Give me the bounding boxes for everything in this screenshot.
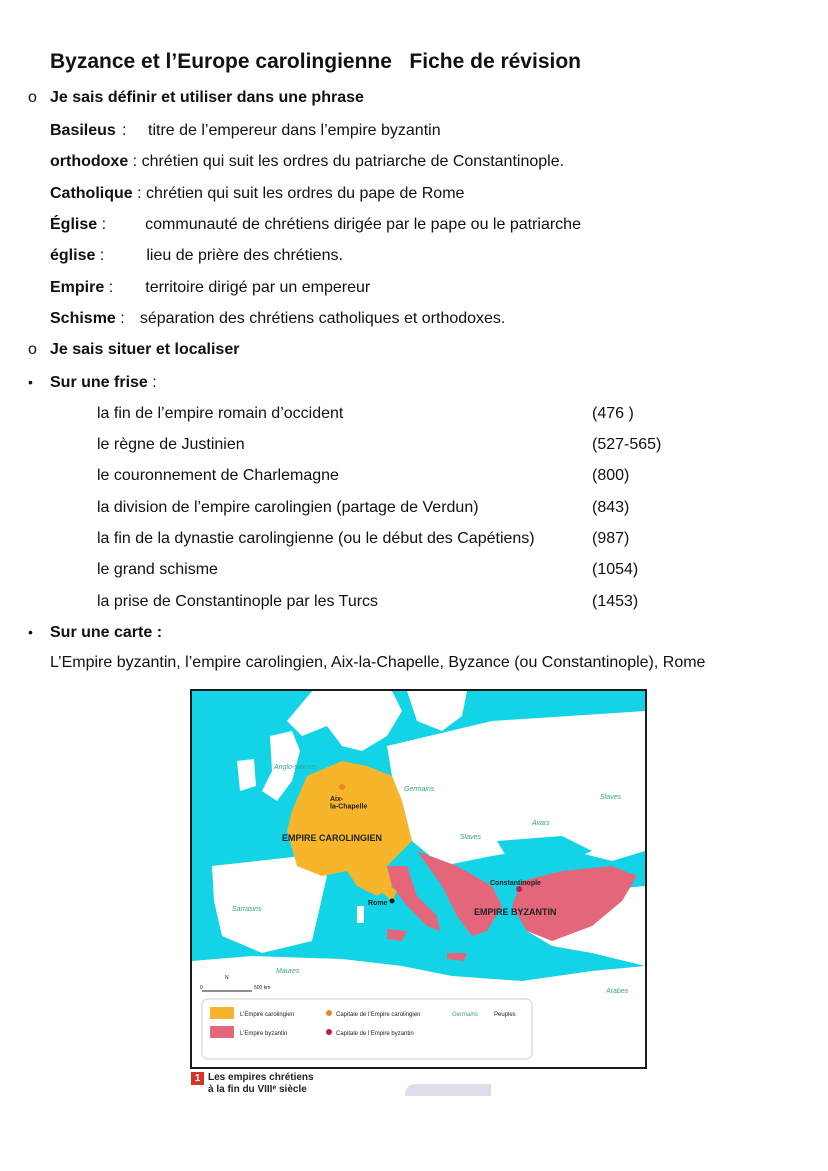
definition-basileus: [50, 122, 441, 140]
definition-sep: :: [128, 153, 142, 170]
definition-sep: :: [95, 247, 105, 264]
timeline-event: le grand schisme: [97, 561, 218, 578]
timeline-date: (527-565): [592, 436, 662, 453]
map-svg: [192, 691, 645, 1067]
section-marker: o: [28, 341, 37, 358]
section-label: Je sais situer et localiser: [50, 341, 240, 358]
legend-peoples: Peuples: [494, 1012, 516, 1018]
label-people: Slaves: [460, 834, 482, 841]
label-aix: Aix-la-Chapelle: [330, 796, 368, 811]
capital-aix-marker: [339, 784, 345, 790]
definition-term: Basileus: [50, 122, 116, 139]
timeline-item: [97, 436, 697, 454]
definition-sep: :: [115, 310, 125, 327]
timeline-event: la fin de la dynastie carolingienne (ou le début des Capétiens): [97, 530, 535, 547]
timeline-event: la prise de Constantinople par les Turcs: [97, 593, 379, 610]
label-people: Sarrasins: [232, 906, 262, 913]
label-people: Anglo-saxons: [274, 764, 317, 771]
legend-dot-byz: [326, 1029, 332, 1035]
section-label: Je sais définir et utiliser dans une phrase: [50, 89, 364, 106]
section-definitions: [28, 89, 364, 107]
definition-eglise-institution: [50, 216, 581, 234]
legend-dot-caro: [326, 1010, 332, 1016]
label-people: Avars: [532, 820, 550, 827]
carte-heading: [28, 624, 162, 642]
timeline-date: (1453): [592, 593, 639, 610]
label-people: Germains: [404, 786, 435, 793]
definition-term: Empire: [50, 279, 105, 296]
definition-term: Catholique: [50, 185, 133, 202]
map-places-list: L’Empire byzantin, l’empire carolingien, Aix-la-Chapelle, Byzance (ou Constantinople), Rome: [50, 654, 706, 671]
label-rome: Rome: [368, 900, 388, 907]
timeline-event: la division de l’empire carolingien (partage de Verdun): [97, 499, 479, 516]
definition-sep: :: [104, 279, 114, 296]
definition-text: chrétien qui suit les ordres du pape de Rome: [146, 185, 465, 202]
map-figure: [190, 689, 647, 1069]
definition-eglise-lieu: [50, 247, 343, 265]
rome-marker: [390, 899, 395, 904]
caption-line: Les empires chrétiens: [208, 1072, 314, 1083]
timeline-date: (476 ): [592, 405, 634, 422]
definition-text: titre de l’empereur dans l’empire byzantin: [148, 122, 441, 139]
section-marker: o: [28, 89, 37, 106]
bullet-icon: •: [28, 624, 33, 640]
legend-swatch-carolingian: [210, 1007, 234, 1019]
legend-cap-caro: Capitale de l’Empire carolingien: [336, 1012, 421, 1018]
definition-schisme: [50, 310, 505, 328]
definition-sep: :: [97, 216, 107, 233]
timeline-date: (987): [592, 530, 630, 547]
timeline-item: [97, 499, 697, 517]
definition-empire: [50, 279, 370, 297]
definition-text: territoire dirigé par un empereur: [145, 279, 371, 296]
timeline-event: la fin de l’empire romain d’occident: [97, 405, 344, 422]
label-constantinople: Constantinople: [490, 880, 541, 887]
timeline-item: [97, 405, 697, 423]
carte-label: Sur une carte :: [50, 624, 163, 641]
timeline-date: (800): [592, 467, 630, 484]
label-people: Arabes: [606, 988, 629, 995]
caption-line: à la fin du VIIIᵉ siècle: [208, 1084, 307, 1095]
section-localiser: [28, 341, 239, 359]
definition-text: chrétien qui suit les ordres du patriarche de Constantinople.: [141, 153, 565, 170]
scale-distance: 500 km: [254, 985, 271, 991]
decorative-bar: [405, 1084, 491, 1096]
definition-text: séparation des chrétiens catholiques et orthodoxes.: [139, 310, 506, 327]
timeline-item: [97, 530, 697, 548]
timeline-item: [97, 467, 697, 485]
legend-caro: L’Empire carolingien: [240, 1012, 295, 1018]
timeline-event: le couronnement de Charlemagne: [97, 467, 339, 484]
timeline-date: (1054): [592, 561, 639, 578]
definition-term: orthodoxe: [50, 153, 129, 170]
definition-text: lieu de prière des chrétiens.: [146, 247, 343, 264]
frise-suffix: :: [147, 374, 157, 391]
frise-heading: [28, 374, 157, 392]
land-sardinia: [357, 906, 364, 923]
page-title: Byzance et l’Europe carolingienne Fiche de révision: [50, 50, 581, 73]
caption-number: 1: [191, 1072, 204, 1085]
definition-term: église: [50, 247, 96, 264]
legend-byz: L’Empire byzantin: [240, 1031, 288, 1037]
legend-swatch-byzantine: [210, 1026, 234, 1038]
definition-text: communauté de chrétiens dirigée par le pape ou le patriarche: [145, 216, 581, 233]
land-ireland: [237, 759, 256, 791]
label-people: Maures: [276, 968, 300, 975]
bullet-icon: •: [28, 374, 33, 390]
label-byzantine: EMPIRE BYZANTIN: [474, 907, 557, 917]
scale-zero: 0: [200, 985, 203, 991]
legend-cap-byz: Capitale de l’Empire byzantin: [336, 1031, 414, 1037]
legend-peoples-sample: Germains: [452, 1012, 479, 1018]
definition-sep: :: [132, 185, 147, 202]
definition-orthodoxe: [50, 153, 564, 171]
label-carolingian: EMPIRE CAROLINGIEN: [282, 833, 383, 843]
definition-term: Schisme: [50, 310, 116, 327]
timeline-item: [97, 593, 697, 611]
north-arrow-icon: N: [225, 975, 229, 981]
label-people: Slaves: [600, 794, 622, 801]
timeline-date: (843): [592, 499, 630, 516]
map-caption: [208, 1072, 314, 1096]
definition-catholique: [50, 185, 464, 203]
timeline-event: le règne de Justinien: [97, 436, 245, 453]
legend-box: [202, 999, 532, 1059]
definition-sep: :: [122, 122, 127, 139]
timeline-item: [97, 561, 697, 579]
definition-term: Église: [50, 216, 98, 233]
frise-label: Sur une frise: [50, 374, 148, 391]
